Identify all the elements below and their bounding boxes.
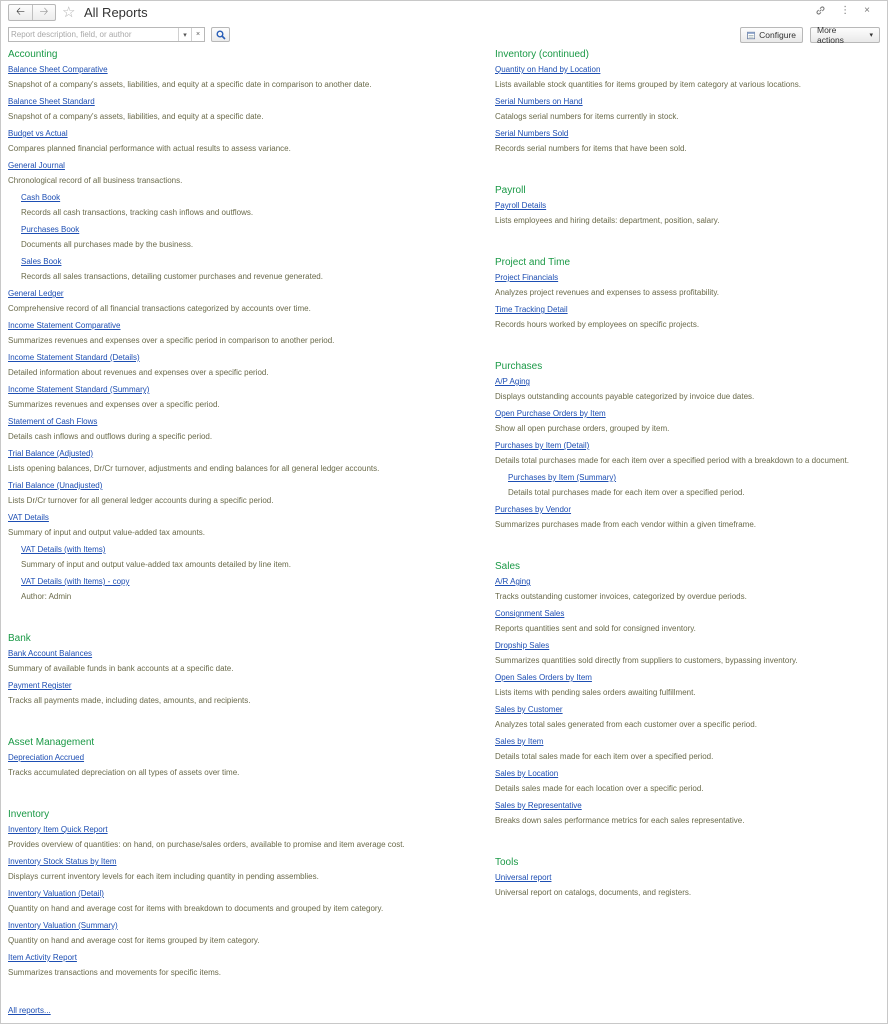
report-description: Records serial numbers for items that have been sold. [495, 144, 687, 153]
report-link[interactable]: Trial Balance (Unadjusted) [8, 481, 103, 490]
report-link[interactable]: Open Purchase Orders by Item [495, 409, 606, 418]
section-tools [495, 856, 880, 902]
report-item [8, 382, 478, 414]
report-description: Tracks accumulated depreciation on all types of assets over time. [8, 768, 240, 777]
report-link[interactable]: Sales Book [21, 257, 62, 266]
section-purchases [495, 360, 880, 534]
report-description: Analyzes total sales generated from each customer over a specific period. [495, 720, 757, 729]
report-item [495, 798, 880, 830]
report-description: Summarizes revenues and expenses over a specific period. [8, 400, 220, 409]
report-item [8, 886, 478, 918]
report-item [8, 414, 478, 446]
report-item [495, 374, 880, 406]
section-asset-management [8, 736, 478, 782]
section-spacer [8, 606, 478, 632]
section-spacer [8, 782, 478, 808]
report-link[interactable]: Serial Numbers Sold [495, 129, 569, 138]
configure-button[interactable] [740, 27, 803, 43]
report-link[interactable]: Quantity on Hand by Location [495, 65, 601, 74]
report-link[interactable]: Open Sales Orders by Item [495, 673, 592, 682]
report-link[interactable]: Depreciation Accrued [8, 753, 85, 762]
report-description: Records all sales transactions, detailing customer purchases and revenue generated. [21, 272, 323, 281]
report-item [8, 62, 478, 94]
report-item [8, 190, 478, 222]
caret-down-icon: ▾ [869, 32, 873, 39]
report-item [8, 158, 478, 190]
report-link[interactable]: Income Statement Standard (Summary) [8, 385, 150, 394]
report-item [495, 870, 880, 902]
more-actions-button[interactable] [810, 27, 880, 43]
arrow-right-icon: 🡢 [39, 6, 49, 18]
report-description: Chronological record of all business transactions. [8, 176, 183, 185]
report-link[interactable]: Consignment Sales [495, 609, 565, 618]
search-box [8, 27, 205, 42]
search-icon [216, 30, 226, 40]
report-item [8, 94, 478, 126]
report-description: Catalogs serial numbers for items currently in stock. [495, 112, 679, 121]
report-item [8, 318, 478, 350]
close-icon[interactable]: × [864, 5, 870, 16]
report-link[interactable]: Statement of Cash Flows [8, 417, 98, 426]
section-spacer [495, 158, 880, 184]
report-item [8, 646, 478, 678]
report-item [495, 638, 880, 670]
report-link[interactable]: Payment Register [8, 681, 72, 690]
forward-button[interactable] [32, 5, 55, 20]
section-spacer [495, 334, 880, 360]
report-item [495, 62, 880, 94]
report-description: Summary of available funds in bank accounts at a specific date. [8, 664, 234, 673]
back-button[interactable] [9, 5, 32, 20]
history-nav [8, 4, 56, 21]
report-description: Summarizes transactions and movements for specific items. [8, 968, 221, 977]
report-link[interactable]: Trial Balance (Adjusted) [8, 449, 94, 458]
link-icon[interactable] [815, 5, 826, 19]
report-link[interactable]: Sales by Representative [495, 801, 582, 810]
report-link[interactable]: Sales by Location [495, 769, 559, 778]
report-link[interactable]: Payroll Details [495, 201, 547, 210]
report-description: Details total purchases made for each item over a specified period with a breakdown to a document. [495, 456, 849, 465]
reports-column-right [495, 48, 880, 902]
report-item [495, 406, 880, 438]
report-link[interactable]: Dropship Sales [495, 641, 550, 650]
report-item [8, 822, 478, 854]
configure-icon [747, 31, 755, 40]
report-item [495, 470, 880, 502]
report-item [495, 438, 880, 470]
section-title: Tools [495, 857, 519, 868]
report-description: Compares planned financial performance with actual results to assess variance. [8, 144, 291, 153]
section-title: Accounting [8, 49, 58, 60]
report-item [495, 198, 880, 230]
report-description: Snapshot of a company's assets, liabilities, and equity at a specific date in comparison to another date. [8, 80, 372, 89]
report-item [495, 702, 880, 734]
report-link[interactable]: General Journal [8, 161, 65, 170]
more-actions-label: More actions [817, 25, 844, 45]
report-link[interactable]: Cash Book [21, 193, 61, 202]
report-description: Quantity on hand and average cost for items grouped by item category. [8, 936, 260, 945]
report-description: Tracks all payments made, including dates, amounts, and recipients. [8, 696, 251, 705]
report-link[interactable]: Serial Numbers on Hand [495, 97, 583, 106]
toolbar [8, 27, 880, 43]
section-sales [495, 560, 880, 830]
report-description: Lists items with pending sales orders awaiting fulfillment. [495, 688, 696, 697]
search-input[interactable] [9, 28, 178, 41]
report-item [8, 286, 478, 318]
report-item [8, 542, 478, 574]
report-description: Tracks outstanding customer invoices, categorized by overdue periods. [495, 592, 747, 601]
report-item [8, 126, 478, 158]
section-title: Inventory (continued) [495, 49, 589, 60]
report-item [8, 750, 478, 782]
report-link[interactable]: Purchases by Vendor [495, 505, 572, 514]
report-item [495, 302, 880, 334]
report-link[interactable]: VAT Details [8, 513, 49, 522]
report-item [8, 918, 478, 950]
report-link[interactable]: Time Tracking Detail [495, 305, 568, 314]
report-description: Details cash inflows and outflows during a specific period. [8, 432, 213, 441]
report-item [495, 270, 880, 302]
section-payroll [495, 184, 880, 230]
report-item [8, 446, 478, 478]
report-item [8, 222, 478, 254]
section-title: Inventory [8, 809, 50, 820]
section-spacer [8, 710, 478, 736]
report-link[interactable]: General Ledger [8, 289, 64, 298]
report-description: Records hours worked by employees on specific projects. [495, 320, 700, 329]
report-link[interactable]: Income Statement Comparative [8, 321, 121, 330]
report-description: Displays current inventory levels for each item including quantity in pending assemblies. [8, 872, 319, 881]
report-description: Summary of input and output value-added tax amounts. [8, 528, 206, 537]
report-link[interactable]: Budget vs Actual [8, 129, 68, 138]
section-spacer [495, 830, 880, 856]
report-description: Quantity on hand and average cost for items with breakdown to documents and grouped by item category. [8, 904, 384, 913]
report-item [8, 254, 478, 286]
report-link[interactable]: Sales by Item [495, 737, 544, 746]
report-description: Documents all purchases made by the business. [21, 240, 194, 249]
report-item [495, 670, 880, 702]
section-title: Sales [495, 561, 521, 572]
report-link[interactable]: Income Statement Standard (Details) [8, 353, 140, 362]
report-description: Records all cash transactions, tracking cash inflows and outflows. [21, 208, 254, 217]
report-description: Details total purchases made for each item over a specified period. [508, 488, 745, 497]
report-description: Summarizes quantities sold directly from suppliers to customers, bypassing inventory. [495, 656, 798, 665]
search-clear-button[interactable] [191, 28, 204, 41]
report-item [8, 678, 478, 710]
report-item [495, 126, 880, 158]
search-dropdown-button[interactable] [178, 28, 191, 41]
report-link[interactable]: A/R Aging [495, 577, 531, 586]
section-bank [8, 632, 478, 710]
report-link[interactable]: VAT Details (with Items) - copy [21, 577, 130, 586]
section-title: Purchases [495, 361, 543, 372]
configure-label: Configure [759, 30, 796, 40]
report-description: Details sales made for each location over a specific period. [495, 784, 704, 793]
report-link[interactable]: A/P Aging [495, 377, 530, 386]
favorite-star-icon[interactable]: ☆ [62, 4, 76, 21]
report-description: Details total sales made for each item over a specified period. [495, 752, 714, 761]
report-description: Summarizes purchases made from each vendor within a given timeframe. [495, 520, 756, 529]
report-description: Summarizes revenues and expenses over a specific period in comparison to another period. [8, 336, 335, 345]
report-link[interactable]: VAT Details (with Items) [21, 545, 106, 554]
report-description: Snapshot of a company's assets, liabilities, and equity at a specific date. [8, 112, 264, 121]
report-description: Lists opening balances, Dr/Cr turnover, adjustments and ending balances for all general ledger accounts. [8, 464, 380, 473]
report-link[interactable]: Purchases Book [21, 225, 80, 234]
section-accounting [8, 48, 478, 606]
report-description: Analyzes project revenues and expenses to assess profitability. [495, 288, 719, 297]
report-description: Universal report on catalogs, documents, and registers. [495, 888, 692, 897]
report-item [495, 606, 880, 638]
report-link[interactable]: Balance Sheet Standard [8, 97, 95, 106]
report-item [8, 350, 478, 382]
report-link[interactable]: Inventory Valuation (Summary) [8, 921, 118, 930]
report-author: Author: Admin [21, 592, 72, 601]
section-inventory-continued [495, 48, 880, 158]
report-link[interactable]: Item Activity Report [8, 953, 77, 962]
search-button[interactable] [211, 27, 230, 42]
report-item [8, 854, 478, 886]
arrow-left-icon: 🡠 [16, 6, 25, 18]
page-title: All Reports [84, 5, 148, 20]
kebab-menu-icon[interactable]: ⋮ [840, 5, 851, 16]
report-link[interactable]: Project Financials [495, 273, 559, 282]
report-item [495, 766, 880, 798]
all-reports-link[interactable]: All reports... [8, 1006, 51, 1015]
report-description: Summary of input and output value-added tax amounts detailed by line item. [21, 560, 291, 569]
reports-column-left [8, 48, 478, 982]
report-link[interactable]: Universal report [495, 873, 552, 882]
report-description: Lists Dr/Cr turnover for all general ledger accounts during a specific period. [8, 496, 274, 505]
report-link[interactable]: Bank Account Balances [8, 649, 93, 658]
report-description: Show all open purchase orders, grouped by item. [495, 424, 670, 433]
report-item [495, 502, 880, 534]
report-description: Provides overview of quantities: on hand, on purchase/sales orders, available to promise and item average cost. [8, 840, 405, 849]
section-spacer [495, 534, 880, 560]
report-item [495, 574, 880, 606]
section-title: Bank [8, 633, 31, 644]
report-item [8, 574, 478, 606]
report-link[interactable]: Inventory Item Quick Report [8, 825, 108, 834]
header-actions [815, 5, 870, 19]
section-spacer [495, 230, 880, 256]
section-inventory [8, 808, 478, 982]
report-item [8, 510, 478, 542]
report-description: Displays outstanding accounts payable categorized by invoice due dates. [495, 392, 755, 401]
section-title: Project and Time [495, 257, 571, 268]
report-link[interactable]: Balance Sheet Comparative [8, 65, 108, 74]
report-description: Breaks down sales performance metrics for each sales representative. [495, 816, 745, 825]
report-link[interactable]: Inventory Stock Status by Item [8, 857, 117, 866]
section-title: Payroll [495, 185, 526, 196]
report-link[interactable]: Purchases by Item (Detail) [495, 441, 590, 450]
report-description: Detailed information about revenues and expenses over a specific period. [8, 368, 269, 377]
report-item [495, 94, 880, 126]
report-item [8, 950, 478, 982]
report-item [8, 478, 478, 510]
section-project-and-time [495, 256, 880, 334]
caret-down-icon: ▾ [183, 31, 187, 39]
section-title: Asset Management [8, 737, 95, 748]
clear-icon: × [195, 31, 201, 38]
report-link[interactable]: Sales by Customer [495, 705, 563, 714]
report-link[interactable]: Inventory Valuation (Detail) [8, 889, 104, 898]
report-description: Lists available stock quantities for items grouped by item category at various locations. [495, 80, 801, 89]
report-link[interactable]: Purchases by Item (Summary) [508, 473, 617, 482]
report-description: Reports quantities sent and sold for consigned inventory. [495, 624, 696, 633]
report-description: Lists employees and hiring details: department, position, salary. [495, 216, 720, 225]
report-item [495, 734, 880, 766]
window-header [8, 4, 880, 22]
report-description: Comprehensive record of all financial transactions categorized by accounts over time. [8, 304, 311, 313]
